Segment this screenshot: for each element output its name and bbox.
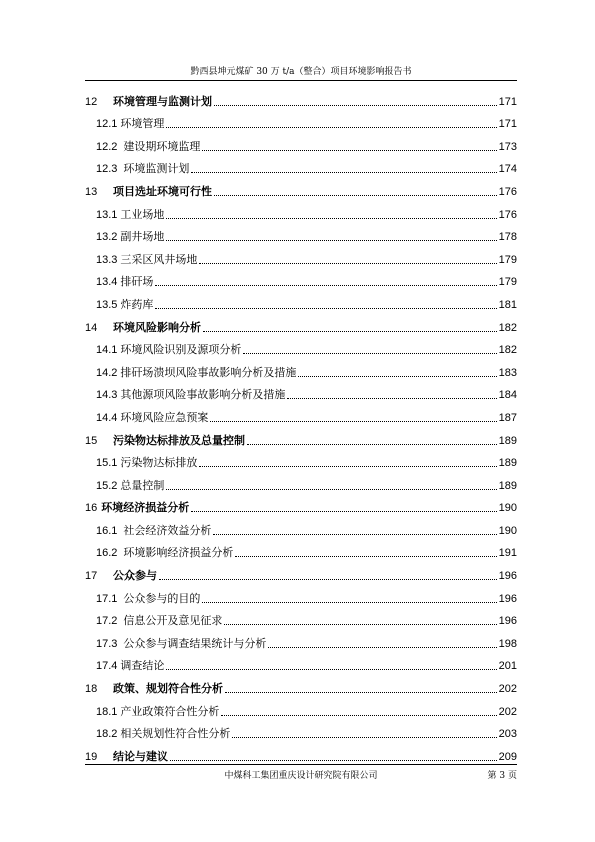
toc-entry-number: 18: [85, 683, 98, 696]
dot-leader: [268, 647, 496, 648]
toc-entry[interactable]: [85, 628, 517, 651]
toc-entry-page: 189: [498, 457, 517, 470]
toc-entry-page: 190: [498, 524, 517, 537]
toc-entry-number: 17.1: [96, 592, 118, 605]
toc-entry-title: 环境管理: [120, 117, 165, 131]
toc-entry-page: 189: [498, 434, 517, 447]
toc-entry-page: 176: [498, 185, 517, 198]
dot-leader: [155, 308, 496, 309]
dot-leader: [170, 760, 497, 761]
toc-entry-number: 13: [85, 185, 98, 198]
toc-entry-title: 炸药库: [120, 297, 154, 311]
toc-entry-page: 202: [498, 705, 517, 718]
dot-leader: [214, 195, 497, 196]
toc-entry-page: 182: [498, 344, 517, 357]
toc-entry[interactable]: [85, 583, 517, 606]
toc-entry-title: 环境风险应急预案: [120, 410, 209, 424]
toc-entry-number: 12.2: [96, 140, 118, 153]
toc-entry-number: 16.1: [96, 524, 118, 537]
dot-leader: [166, 218, 496, 219]
toc-entry[interactable]: [85, 606, 517, 629]
toc-entry-number: 16.2: [96, 547, 118, 560]
toc-entry-title: 环境经济损益分析: [101, 501, 190, 515]
toc-entry-page: 196: [498, 570, 517, 583]
toc-entry-title: 公众参与的目的: [123, 591, 201, 605]
toc-entry[interactable]: [85, 741, 517, 764]
toc-entry[interactable]: [85, 154, 517, 177]
toc-entry-number: 18.2: [96, 728, 118, 741]
dot-leader: [221, 715, 496, 716]
toc-entry-number: 14.3: [96, 389, 118, 402]
toc-entry-number: 15: [85, 434, 98, 447]
footer-divider: [85, 764, 517, 765]
toc-entry-title: 调查结论: [120, 659, 165, 673]
toc-entry-number: 17.4: [96, 660, 118, 673]
running-header: 黔西县坤元煤矿 30 万 t/a（整合）项目环境影响报告书: [190, 67, 412, 77]
toc-entry[interactable]: [85, 402, 517, 425]
dot-leader: [166, 669, 496, 670]
toc-entry-title: 建设期环境监理: [123, 139, 201, 153]
toc-entry[interactable]: [85, 515, 517, 538]
toc-entry-title: 其他源项风险事故影响分析及措施: [120, 388, 286, 402]
toc-entry[interactable]: [85, 470, 517, 493]
toc-entry-page: 190: [498, 502, 517, 515]
toc-entry-number: 19: [85, 750, 98, 763]
dot-leader: [225, 692, 497, 693]
toc-entry-number: 14: [85, 321, 98, 334]
dot-leader: [243, 353, 496, 354]
toc-entry-title: 环境风险影响分析: [113, 320, 201, 334]
toc-entry-page: 174: [498, 163, 517, 176]
toc-entry-number: 17.3: [96, 637, 118, 650]
toc-entry-title: 工业场地: [120, 207, 165, 221]
toc-entry[interactable]: [85, 380, 517, 403]
dot-leader: [210, 421, 496, 422]
dot-leader: [199, 263, 496, 264]
footer-company: 中煤科工集团重庆设计研究院有限公司: [224, 771, 378, 781]
dot-leader: [224, 624, 496, 625]
dot-leader: [191, 172, 496, 173]
toc-entry-title: 环境影响经济损益分析: [123, 546, 234, 560]
toc-entry-page: 181: [498, 298, 517, 311]
toc-entry[interactable]: [85, 357, 517, 380]
toc-entry[interactable]: [85, 719, 517, 742]
toc-entry-title: 三采区风井场地: [120, 252, 198, 266]
toc-entry-title: 环境监测计划: [123, 162, 190, 176]
footer-page-number: 第 3 页: [487, 771, 517, 781]
toc-entry-page: 196: [498, 615, 517, 628]
toc-entry-number: 14.1: [96, 344, 118, 357]
toc-entry[interactable]: [85, 289, 517, 312]
toc-entry[interactable]: [85, 86, 517, 109]
toc-entry-page: 171: [498, 95, 517, 108]
toc-entry-page: 183: [498, 366, 517, 379]
toc-entry-page: 201: [498, 660, 517, 673]
header-divider: [85, 80, 517, 81]
dot-leader: [159, 579, 497, 580]
dot-leader: [287, 398, 496, 399]
toc-entry-title: 信息公开及意见征求: [123, 614, 223, 628]
dot-leader: [166, 127, 496, 128]
dot-leader: [213, 534, 496, 535]
toc-entry-page: 178: [498, 231, 517, 244]
toc-entry-number: 17.2: [96, 615, 118, 628]
toc-entry[interactable]: [85, 651, 517, 674]
dot-leader: [202, 150, 496, 151]
dot-leader: [155, 285, 496, 286]
dot-leader: [202, 602, 496, 603]
toc-entry-page: 171: [498, 118, 517, 131]
toc-entry-title: 社会经济效益分析: [123, 523, 212, 537]
toc-entry-page: 179: [498, 253, 517, 266]
toc-entry-page: 203: [498, 728, 517, 741]
toc-entry-number: 13.4: [96, 276, 118, 289]
toc-entry[interactable]: [85, 131, 517, 154]
toc-entry[interactable]: [85, 335, 517, 358]
toc-entry-title: 总量控制: [120, 478, 165, 492]
dot-leader: [166, 489, 496, 490]
toc-entry-title: 环境管理与监测计划: [113, 94, 212, 108]
toc-entry[interactable]: [85, 199, 517, 222]
toc-entry[interactable]: [85, 696, 517, 719]
toc-entry-title: 相关规划性符合性分析: [120, 727, 231, 741]
toc-entry[interactable]: [85, 560, 517, 583]
toc-entry-number: 12.1: [96, 118, 118, 131]
dot-leader: [247, 444, 497, 445]
toc-entry[interactable]: [85, 448, 517, 471]
toc-entry-title: 副井场地: [120, 230, 165, 244]
toc-entry-number: 12: [85, 95, 98, 108]
toc-entry-number: 18.1: [96, 705, 118, 718]
toc-entry-number: 13.5: [96, 298, 118, 311]
toc-entry[interactable]: [85, 673, 517, 696]
toc-entry-title: 排矸场溃坝风险事故影响分析及措施: [120, 365, 297, 379]
dot-leader: [232, 737, 496, 738]
toc-entry-number: 17: [85, 570, 98, 583]
toc-entry-number: 13.2: [96, 231, 118, 244]
toc-entry-page: 198: [498, 637, 517, 650]
toc-entry[interactable]: [85, 538, 517, 561]
toc-entry-page: 202: [498, 683, 517, 696]
toc-entry-title: 项目选址环境可行性: [113, 184, 212, 198]
dot-leader: [203, 331, 497, 332]
toc-entry-number: 15.1: [96, 457, 118, 470]
toc-entry-title: 结论与建议: [113, 749, 168, 763]
toc-entry[interactable]: [85, 109, 517, 132]
toc-entry[interactable]: [85, 176, 517, 199]
toc-entry-page: 179: [498, 276, 517, 289]
toc-entry-page: 173: [498, 140, 517, 153]
toc-entry-number: 15.2: [96, 479, 118, 492]
toc-entry[interactable]: [85, 312, 517, 335]
toc-entry-page: 189: [498, 479, 517, 492]
toc-entry[interactable]: [85, 244, 517, 267]
toc-entry-page: 196: [498, 592, 517, 605]
toc-entry-page: 184: [498, 389, 517, 402]
toc-entry-title: 污染物达标排放及总量控制: [113, 433, 245, 447]
toc-entry-page: 191: [498, 547, 517, 560]
toc-entry-title: 产业政策符合性分析: [120, 704, 220, 718]
toc-entry-number: 16: [85, 502, 98, 515]
toc-entry-number: 13.1: [96, 208, 118, 221]
toc-entry-title: 污染物达标排放: [120, 456, 198, 470]
toc-entry-page: 176: [498, 208, 517, 221]
dot-leader: [166, 240, 496, 241]
toc-entry-page: 182: [498, 321, 517, 334]
toc-entry-title: 公众参与: [113, 569, 157, 583]
table-of-contents: [85, 86, 517, 764]
toc-entry[interactable]: [85, 493, 517, 516]
toc-entry-page: 187: [498, 411, 517, 424]
toc-entry-title: 政策、规划符合性分析: [113, 682, 223, 696]
toc-entry-number: 14.4: [96, 411, 118, 424]
dot-leader: [214, 105, 497, 106]
toc-entry[interactable]: [85, 267, 517, 290]
dot-leader: [235, 556, 496, 557]
toc-entry-number: 13.3: [96, 253, 118, 266]
toc-entry-number: 12.3: [96, 163, 118, 176]
dot-leader: [298, 376, 496, 377]
toc-entry[interactable]: [85, 425, 517, 448]
toc-entry-page: 209: [498, 750, 517, 763]
toc-entry-number: 14.2: [96, 366, 118, 379]
toc-entry-title: 公众参与调查结果统计与分析: [123, 636, 267, 650]
toc-entry-title: 环境风险识别及源项分析: [120, 343, 242, 357]
toc-entry[interactable]: [85, 222, 517, 245]
dot-leader: [199, 466, 496, 467]
toc-entry-title: 排矸场: [120, 275, 154, 289]
dot-leader: [191, 511, 496, 512]
